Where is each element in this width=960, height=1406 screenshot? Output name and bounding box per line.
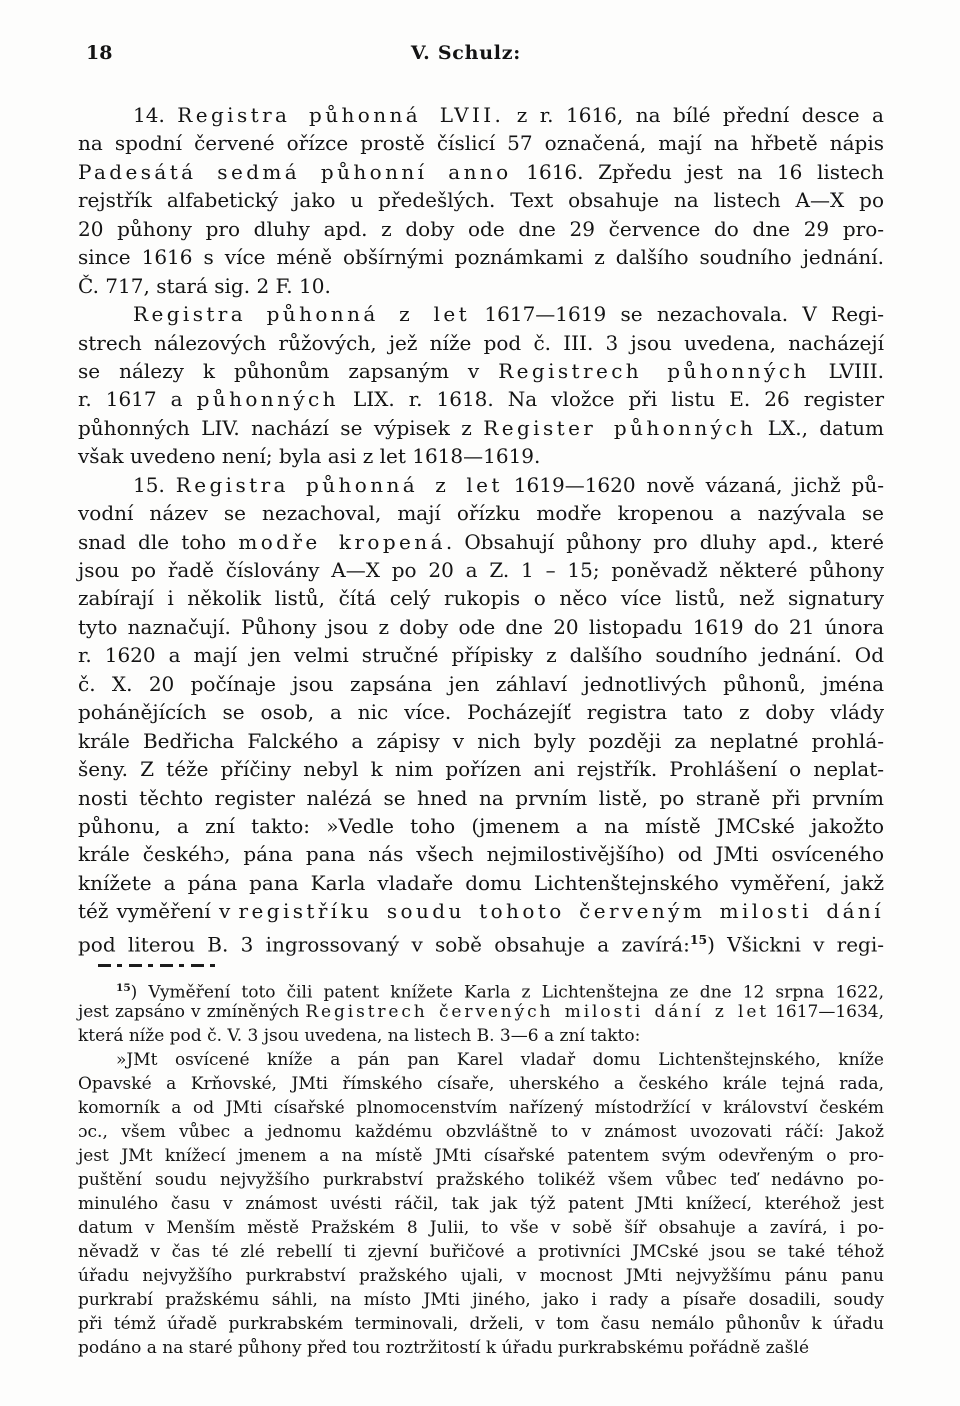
- text-line: [78, 556, 884, 584]
- text-line: [78, 1120, 884, 1144]
- text-segment: nosti těchto register nalézá se hned na prvním listě, po straně při prvním: [78, 785, 884, 810]
- text-segment: se nálezy k půhonům zapsaným v: [78, 358, 499, 383]
- text-segment: z r. 1616, na bílé přední desce a: [504, 103, 884, 127]
- text-segment: 20 půhony pro dluhy apd. z doby ode dne 29 července do dne 29 pro-: [78, 216, 884, 241]
- text-line: [78, 1336, 884, 1360]
- emphasized-letterspaced-text: Register půhonných: [483, 415, 757, 440]
- text-segment: »JMt osvícené kníže a pán pan Karel vladař domu Lichtenštejnského, kníže: [116, 1050, 884, 1070]
- text-segment: snad dle toho: [78, 529, 239, 554]
- text-segment: vodní název se nezachoval, mají ořízku modře kropenou a nazývala se: [78, 501, 884, 526]
- text-line: [78, 840, 884, 868]
- emphasized-letterspaced-text: registříku soudu tohoto červeným milosti dání: [238, 899, 884, 924]
- text-segment: 1619—1620 nově vázaná, jichž pů-: [502, 472, 885, 497]
- text-line: [78, 329, 884, 357]
- text-segment: též vyměření v: [78, 899, 239, 924]
- text-line: [78, 976, 884, 1003]
- text-line: [78, 1072, 884, 1096]
- text-segment: LIX. r. 1618. Na vložce při listu E. 26 register: [338, 387, 884, 412]
- emphasized-letterspaced-text: Registra půhonná LVII.: [177, 103, 505, 127]
- text-line: [78, 670, 884, 698]
- text-segment: která níže pod č. V. 3 jsou uvedena, na listech B. 3—6 a zní takto:: [78, 1026, 641, 1046]
- text-segment: LX., datum: [756, 415, 884, 440]
- text-line: [78, 272, 884, 300]
- text-line: [78, 1000, 884, 1024]
- text-line: [78, 300, 884, 328]
- emphasized-letterspaced-text: modře kropená: [238, 529, 446, 554]
- text-segment: však uvedeno není; byla asi z let 1618—1619.: [78, 444, 541, 469]
- text-segment: půhonných LIV. nachází se výpisek z: [78, 415, 484, 440]
- text-line: [78, 1264, 884, 1288]
- text-line: [78, 243, 884, 271]
- text-segment: zabírají i několik listů, čítá celý rukopis o něco více listů, než signatury: [78, 586, 884, 611]
- text-segment: purkrabí pražskému sáhli, na místo JMti jiného, jako i rady a písaře dosadili, soudy: [78, 1290, 884, 1310]
- text-line: [78, 641, 884, 669]
- emphasized-letterspaced-text: Registra půhonná z let: [175, 472, 503, 497]
- text-line: [78, 1024, 884, 1048]
- text-segment: pohánějících se osob, a nic více. Pocházejíť registra tato z doby vlády: [78, 700, 884, 725]
- text-line: [78, 698, 884, 726]
- text-line: [78, 897, 884, 925]
- text-segment: úřadu nejvyžšího purkrabství pražského ujali, v mocnost JMti nejvyžšímu pánu panu: [78, 1266, 884, 1286]
- text-line: [78, 1288, 884, 1312]
- emphasized-letterspaced-text: Padesátá sedmá půhonní anno: [78, 159, 512, 184]
- text-line: [78, 869, 884, 897]
- text-segment: jest JMt knížecí jmenem a na místě JMti císařské patentem svým odevřeným o pro-: [78, 1146, 884, 1166]
- footnote-block: [78, 976, 884, 1360]
- text-segment: . Obsahují půhony pro dluhy apd., které: [445, 529, 884, 554]
- text-segment: puštění soudu nejvyžšího purkrabství pražského tolikéž všem vůbec teď nedávno po-: [78, 1170, 884, 1190]
- running-title: V. Schulz:: [410, 42, 522, 64]
- text-segment: datum v Menším městě Pražském 8 Julii, to vše v sobě šíř obsahuje a zavírá, i po-: [78, 1218, 884, 1238]
- emphasized-letterspaced-text: Registra půhonná z let: [133, 302, 471, 327]
- text-segment: knížete a pána pana Karla vladaře domu Lichtenštejnského vyměření, jakž: [78, 870, 884, 895]
- text-line: [78, 1096, 884, 1120]
- text-line: [78, 727, 884, 755]
- text-segment: rejstřík alfabetický jako u předešlých. Text obsahuje na listech A—X po: [78, 188, 884, 213]
- text-line: [78, 215, 884, 243]
- text-line: [78, 812, 884, 840]
- text-line: [78, 101, 884, 129]
- text-line: [78, 1048, 884, 1072]
- text-segment: r. 1620 a mají jen velmi stručné přípisky z dalšího soudního jednání. Od: [78, 643, 884, 668]
- emphasized-letterspaced-text: Registrech půhonných: [498, 358, 810, 383]
- text-line: [78, 129, 884, 157]
- text-segment: since 1616 s více méně obšírnými poznámkami z dalšího soudního jednání.: [78, 245, 884, 270]
- text-segment: 1616. Zpředu jest na 16 listech: [511, 159, 884, 184]
- text-segment: půhonu, a zní takto: »Vedle toho (jmenem a na místě JMCské jakožto: [78, 813, 884, 838]
- text-line: [78, 1144, 884, 1168]
- text-segment: při témž úřadě purkrabském terminovali, drželi, v tom času nemálo půhonův k úřadu: [78, 1314, 884, 1334]
- text-line: [78, 528, 884, 556]
- text-line: [78, 1168, 884, 1192]
- text-segment: podáno a na staré půhony před tou roztržitostí k úřadu purkrabskému pořádně zašlé: [78, 1338, 810, 1358]
- text-segment: Č. 717, stará sig. 2 F. 10.: [78, 273, 331, 298]
- text-segment: krále Bedřicha Falckého a zápisy v nich byly později za neplatné prohlá-: [78, 728, 884, 753]
- text-segment: komorník a od JMti císařské plnomocenstvím nařízený místodržící v království českém: [78, 1098, 884, 1118]
- text-segment: Opavské a Krňovské, JMti římského císaře, uherského a českého krále tejná rada,: [78, 1074, 884, 1094]
- emphasized-letterspaced-text: Registrech červených milosti dání z let: [305, 1002, 769, 1022]
- text-line: [78, 1192, 884, 1216]
- text-segment: 14.: [133, 103, 178, 127]
- emphasized-letterspaced-text: půhonných: [196, 387, 339, 412]
- text-segment: na spodní červené ořízce prostě číslicí 57 označená, mají na hřbetě nápis: [78, 131, 884, 156]
- text-line: [78, 1312, 884, 1336]
- text-line: [78, 471, 884, 499]
- text-line: [78, 755, 884, 783]
- text-segment: LVIII.: [809, 358, 884, 383]
- text-line: [78, 584, 884, 612]
- text-segment: tyto naznačují. Půhony jsou z doby ode dne 20 listopadu 1619 do 21 února: [78, 614, 884, 639]
- footnote-divider: [98, 964, 222, 967]
- text-segment: šeny. Z téže příčiny nebyl k nim pořízen ani rejstřík. Prohlášení o neplat-: [78, 757, 884, 782]
- text-segment: č. X. 20 počínaje jsou zapsána jen záhlaví jednotlivých půhonů, jména: [78, 671, 884, 696]
- text-line: [78, 1216, 884, 1240]
- text-segment: jsou po řadě číslovány A—X po 20 a Z. 1 – 15; poněvadž některé půhony: [78, 558, 884, 582]
- text-line: [78, 414, 884, 442]
- text-segment: ) Všickni v regi-: [707, 932, 884, 957]
- text-segment: minulého času v známost uvésti ráčil, tak jak týž patent JMti knížecí, kteréhož jest: [78, 1194, 884, 1214]
- text-segment: strech nálezových růžových, jež níže pod č. III. 3 jsou uvedena, nacházejí: [78, 330, 884, 355]
- text-line: [78, 385, 884, 413]
- text-segment: ) Vyměření toto čili patent knížete Karla z Lichtenštejna ze dne 12 srpna 1622,: [130, 982, 884, 1003]
- text-segment: ɔc., všem vůbec a jednomu každému obzvláštně to v známost uvozovati ráčí: Jakož: [78, 1122, 884, 1142]
- text-line: [78, 158, 884, 186]
- text-segment: 15.: [133, 472, 176, 497]
- text-line: [78, 1240, 884, 1264]
- footnote-reference-mark: 15: [116, 982, 131, 994]
- text-segment: krále českéhɔ, pána pana nás všech nejmilostivějšího) od JMti osvíceného: [78, 842, 884, 867]
- text-segment: něvadž v čas té zlé rebellí ti zjevní buřičové a protivníci JMCské jsou se také téhož: [78, 1242, 884, 1262]
- main-text-block: [78, 101, 885, 957]
- text-segment: jest zapsáno v zmíněných: [78, 1002, 306, 1022]
- text-line: [78, 357, 884, 385]
- text-line: [78, 784, 884, 812]
- text-line: [78, 499, 884, 527]
- page-header: [78, 42, 884, 68]
- text-line: [78, 442, 884, 470]
- text-segment: r. 1617 a: [78, 387, 197, 412]
- text-segment: 1617—1619 se nezachovala. V Regi-: [470, 302, 884, 327]
- page-number: 18: [86, 42, 113, 64]
- text-segment: pod literou B. 3 ingrossovaný v sobě obsahuje a zavírá:: [78, 932, 690, 957]
- text-segment: 1617—1634,: [769, 1002, 885, 1022]
- text-line: [78, 613, 884, 641]
- footnote-reference-mark: 15: [689, 931, 708, 947]
- text-line: [78, 926, 884, 957]
- text-line: [78, 186, 884, 214]
